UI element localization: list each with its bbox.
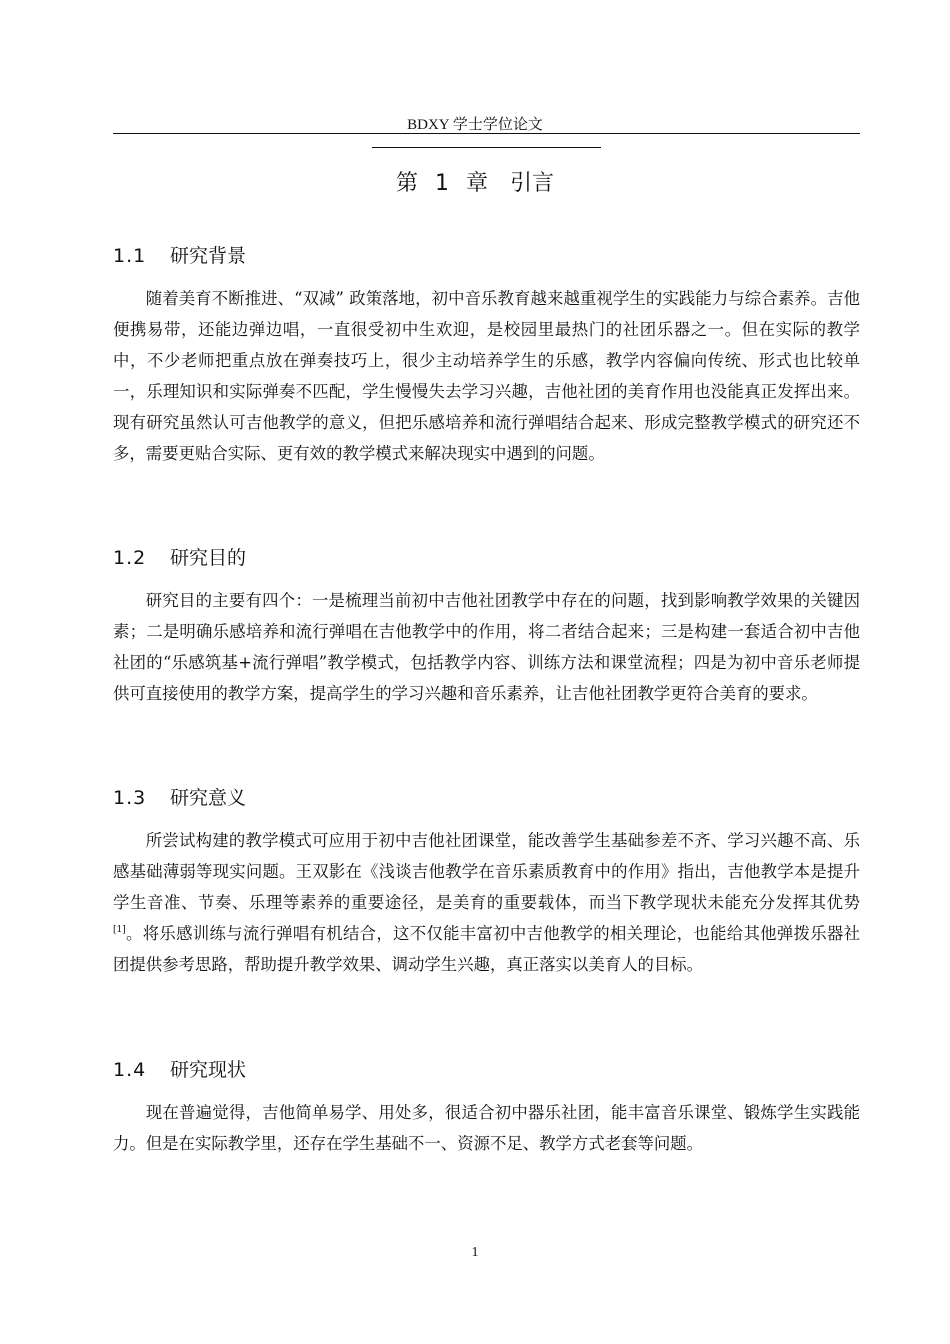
section-title: 研究目的 bbox=[170, 547, 247, 569]
page-number: 1 bbox=[471, 1245, 479, 1260]
section-heading-1-4 bbox=[113, 1058, 860, 1082]
section-paragraph-1-2: 研究目的主要有四个：一是梳理当前初中吉他社团教学中存在的问题，找到影响教学效果的关键因素；二是明确乐感培养和流行弹唱在吉他教学中的作用，将二者结合起来；三是构建一套适合初中吉他社团的“乐感筑基+流行弹唱”教学模式，包括教学内容、训练方法和课堂流程；四是为初中音乐老师提供可直接使用的教学方案，提高学生的学习兴趣和音乐素养，让吉他社团教学更符合美育的要求。 bbox=[113, 591, 860, 703]
running-header: BDXY 学士学位论文 bbox=[407, 117, 543, 133]
section-paragraph-1-3 bbox=[113, 825, 860, 980]
section-number: 1.3 bbox=[113, 787, 147, 809]
citation-ref: [1] bbox=[113, 925, 126, 935]
section-heading-1-2 bbox=[113, 546, 860, 570]
section-paragraph-1-4: 现在普遍觉得，吉他简单易学、用处多，很适合初中器乐社团，能丰富音乐课堂、锻炼学生实践能力。但是在实际教学里，还存在学生基础不一、资源不足、教学方式老套等问题。 bbox=[113, 1103, 860, 1153]
chapter-title: 第 1 章 引言 bbox=[396, 171, 554, 196]
header-rule-short bbox=[372, 147, 601, 148]
paragraph-text: 所尝试构建的教学模式可应用于初中吉他社团课堂，能改善学生基础参差不齐、学习兴趣不高、乐感基础薄弱等现实问题。王双影在《浅谈吉他教学在音乐素质教育中的作用》指出，吉他教学本是提升学生音准、节奏、乐理等素养的重要途径，是美育的重要载体，而当下教学现状未能充分发挥其优势 bbox=[113, 831, 860, 912]
section-paragraph-1-1: 随着美育不断推进、“双减” 政策落地，初中音乐教育越来越重视学生的实践能力与综合素养。吉他便携易带，还能边弹边唱，一直很受初中生欢迎，是校园里最热门的社团乐器之一。但在实际的教学中，不少老师把重点放在弹奏技巧上，很少主动培养学生的乐感，教学内容偏向传统、形式也比较单一，乐理知识和实际弹奏不匹配，学生慢慢失去学习兴趣，吉他社团的美育作用也没能真正发挥出来。现有研究虽然认可吉他教学的意义，但把乐感培养和流行弹唱结合起来、形成完整教学模式的研究还不多，需要更贴合实际、更有效的教学模式来解决现实中遇到的问题。 bbox=[113, 289, 860, 463]
section-number: 1.2 bbox=[113, 547, 147, 569]
section-title: 研究现状 bbox=[170, 1059, 247, 1081]
section-heading-1-3 bbox=[113, 786, 860, 810]
section-number: 1.1 bbox=[113, 245, 147, 267]
paragraph-text: 。将乐感训练与流行弹唱有机结合，这不仅能丰富初中吉他教学的相关理论，也能给其他弹拨乐器社团提供参考思路，帮助提升教学效果、调动学生兴趣，真正落实以美育人的目标。 bbox=[113, 924, 860, 974]
section-title: 研究意义 bbox=[170, 787, 247, 809]
header-rule bbox=[113, 133, 860, 134]
section-title: 研究背景 bbox=[170, 245, 247, 267]
section-number: 1.4 bbox=[113, 1059, 147, 1081]
section-heading-1-1 bbox=[113, 244, 860, 268]
